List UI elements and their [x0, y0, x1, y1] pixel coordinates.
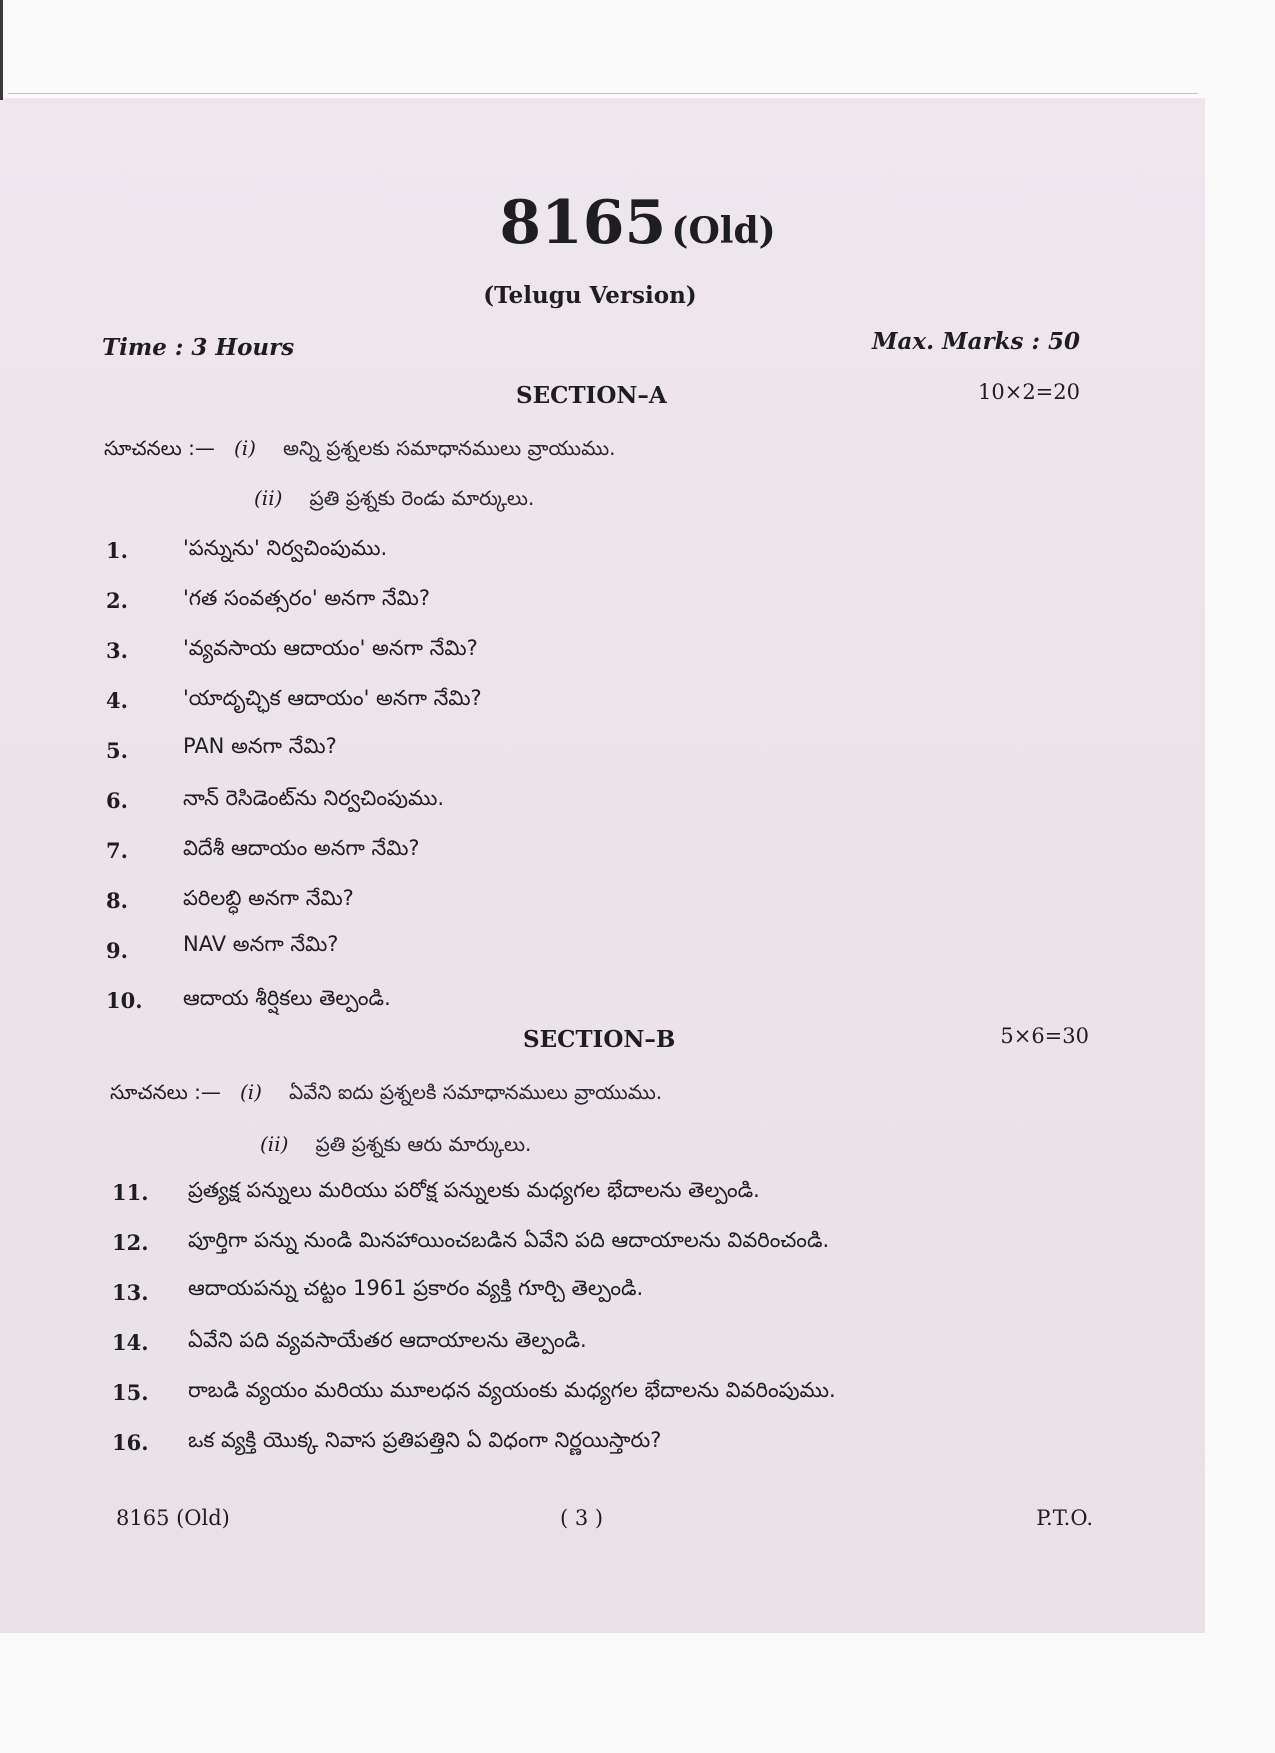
paper-title	[0, 188, 1275, 258]
time-label: Time : 3 Hours	[102, 334, 295, 361]
page-top-edge	[8, 93, 1198, 94]
note-roman: (ii)	[254, 486, 283, 510]
version-label: (Telugu Version)	[483, 282, 697, 309]
question-number: 8.	[106, 888, 128, 913]
paper-code: 8165	[499, 188, 667, 258]
question-number: 15.	[112, 1380, 149, 1405]
paper-suffix: (Old)	[671, 210, 776, 252]
question-text: 'పన్నును' నిర్వచింపుము.	[183, 536, 388, 560]
question-text: పరిలబ్ధి అనగా నేమి?	[183, 886, 354, 910]
question-text: ఒక వ్యక్తి యొక్క నివాస ప్రతిపత్తిని ఏ విధంగా నిర్ణయిస్తారు?	[188, 1428, 662, 1452]
question-text: ఆదాయ శీర్షికలు తెల్పండి.	[183, 986, 391, 1010]
question-text: ప్రత్యక్ష పన్నులు మరియు పరోక్ష పన్నులకు మధ్యగల భేదాలను తెల్పండి.	[188, 1178, 760, 1202]
question-number: 9.	[106, 938, 128, 963]
pto-label: P.T.O.	[1036, 1506, 1093, 1530]
question-text: ఏవేని పది వ్యవసాయేతర ఆదాయాలను తెల్పండి.	[188, 1328, 587, 1352]
question-text: రాబడి వ్యయం మరియు మూలధన వ్యయంకు మధ్యగల భేదాలను వివరింపుము.	[188, 1378, 836, 1402]
section-a-marks: 10×2=20	[978, 380, 1080, 404]
question-number: 11.	[112, 1180, 149, 1205]
note-roman: (i)	[233, 436, 256, 460]
note-roman: (ii)	[260, 1132, 289, 1156]
section-b-note-2	[246, 1132, 531, 1161]
note-label: సూచనలు :—	[110, 1080, 221, 1104]
section-a-title: SECTION–A	[516, 382, 667, 409]
note-roman: (i)	[239, 1080, 262, 1104]
question-text: PAN అనగా నేమి?	[183, 734, 337, 758]
question-text: 'గత సంవత్సరం' అనగా నేమి?	[183, 586, 430, 610]
question-text: 'యాదృచ్ఛిక ఆదాయం' అనగా నేమి?	[183, 686, 482, 710]
question-text: పూర్తిగా పన్ను నుండి మినహాయించబడిన ఏవేని పది ఆదాయాలను వివరించండి.	[188, 1228, 830, 1252]
note-text: ప్రతి ప్రశ్నకు ఆరు మార్కులు.	[315, 1132, 532, 1156]
question-text: విదేశీ ఆదాయం అనగా నేమి?	[183, 836, 420, 860]
question-number: 6.	[106, 788, 128, 813]
question-number: 5.	[106, 738, 128, 763]
section-a-note-2	[240, 486, 534, 515]
section-a-note-1	[104, 436, 616, 465]
question-text: 'వ్యవసాయ ఆదాయం' అనగా నేమి?	[183, 636, 478, 660]
question-text: నాన్ రెసిడెంట్‌ను నిర్వచింపుము.	[183, 786, 445, 810]
question-number: 12.	[112, 1230, 149, 1255]
question-number: 3.	[106, 638, 128, 663]
question-number: 14.	[112, 1330, 149, 1355]
section-b-marks: 5×6=30	[1000, 1024, 1089, 1048]
question-number: 13.	[112, 1280, 149, 1305]
question-number: 1.	[106, 538, 128, 563]
question-number: 7.	[106, 838, 128, 863]
section-b-title: SECTION–B	[523, 1026, 676, 1053]
question-number: 10.	[106, 988, 143, 1013]
note-text: ఏవేని ఐదు ప్రశ్నలకి సమాధానములు వ్రాయుము.	[289, 1080, 663, 1104]
question-number: 4.	[106, 688, 128, 713]
note-text: అన్ని ప్రశ్నలకు సమాధానములు వ్రాయుము.	[283, 436, 616, 460]
question-text: NAV అనగా నేమి?	[183, 932, 339, 956]
section-b-note-1	[110, 1080, 662, 1109]
max-marks-label: Max. Marks : 50	[872, 328, 1080, 355]
question-number: 2.	[106, 588, 128, 613]
scan-edge	[0, 0, 3, 100]
footer-paper-code: 8165 (Old)	[116, 1506, 230, 1530]
question-text: ఆదాయపన్ను చట్టం 1961 ప్రకారం వ్యక్తి గూర్చి తెల్పండి.	[188, 1276, 644, 1300]
note-label: సూచనలు :—	[104, 436, 215, 460]
question-number: 16.	[112, 1430, 149, 1455]
note-text: ప్రతి ప్రశ్నకు రెండు మార్కులు.	[309, 486, 535, 510]
page-number: ( 3 )	[560, 1506, 604, 1530]
